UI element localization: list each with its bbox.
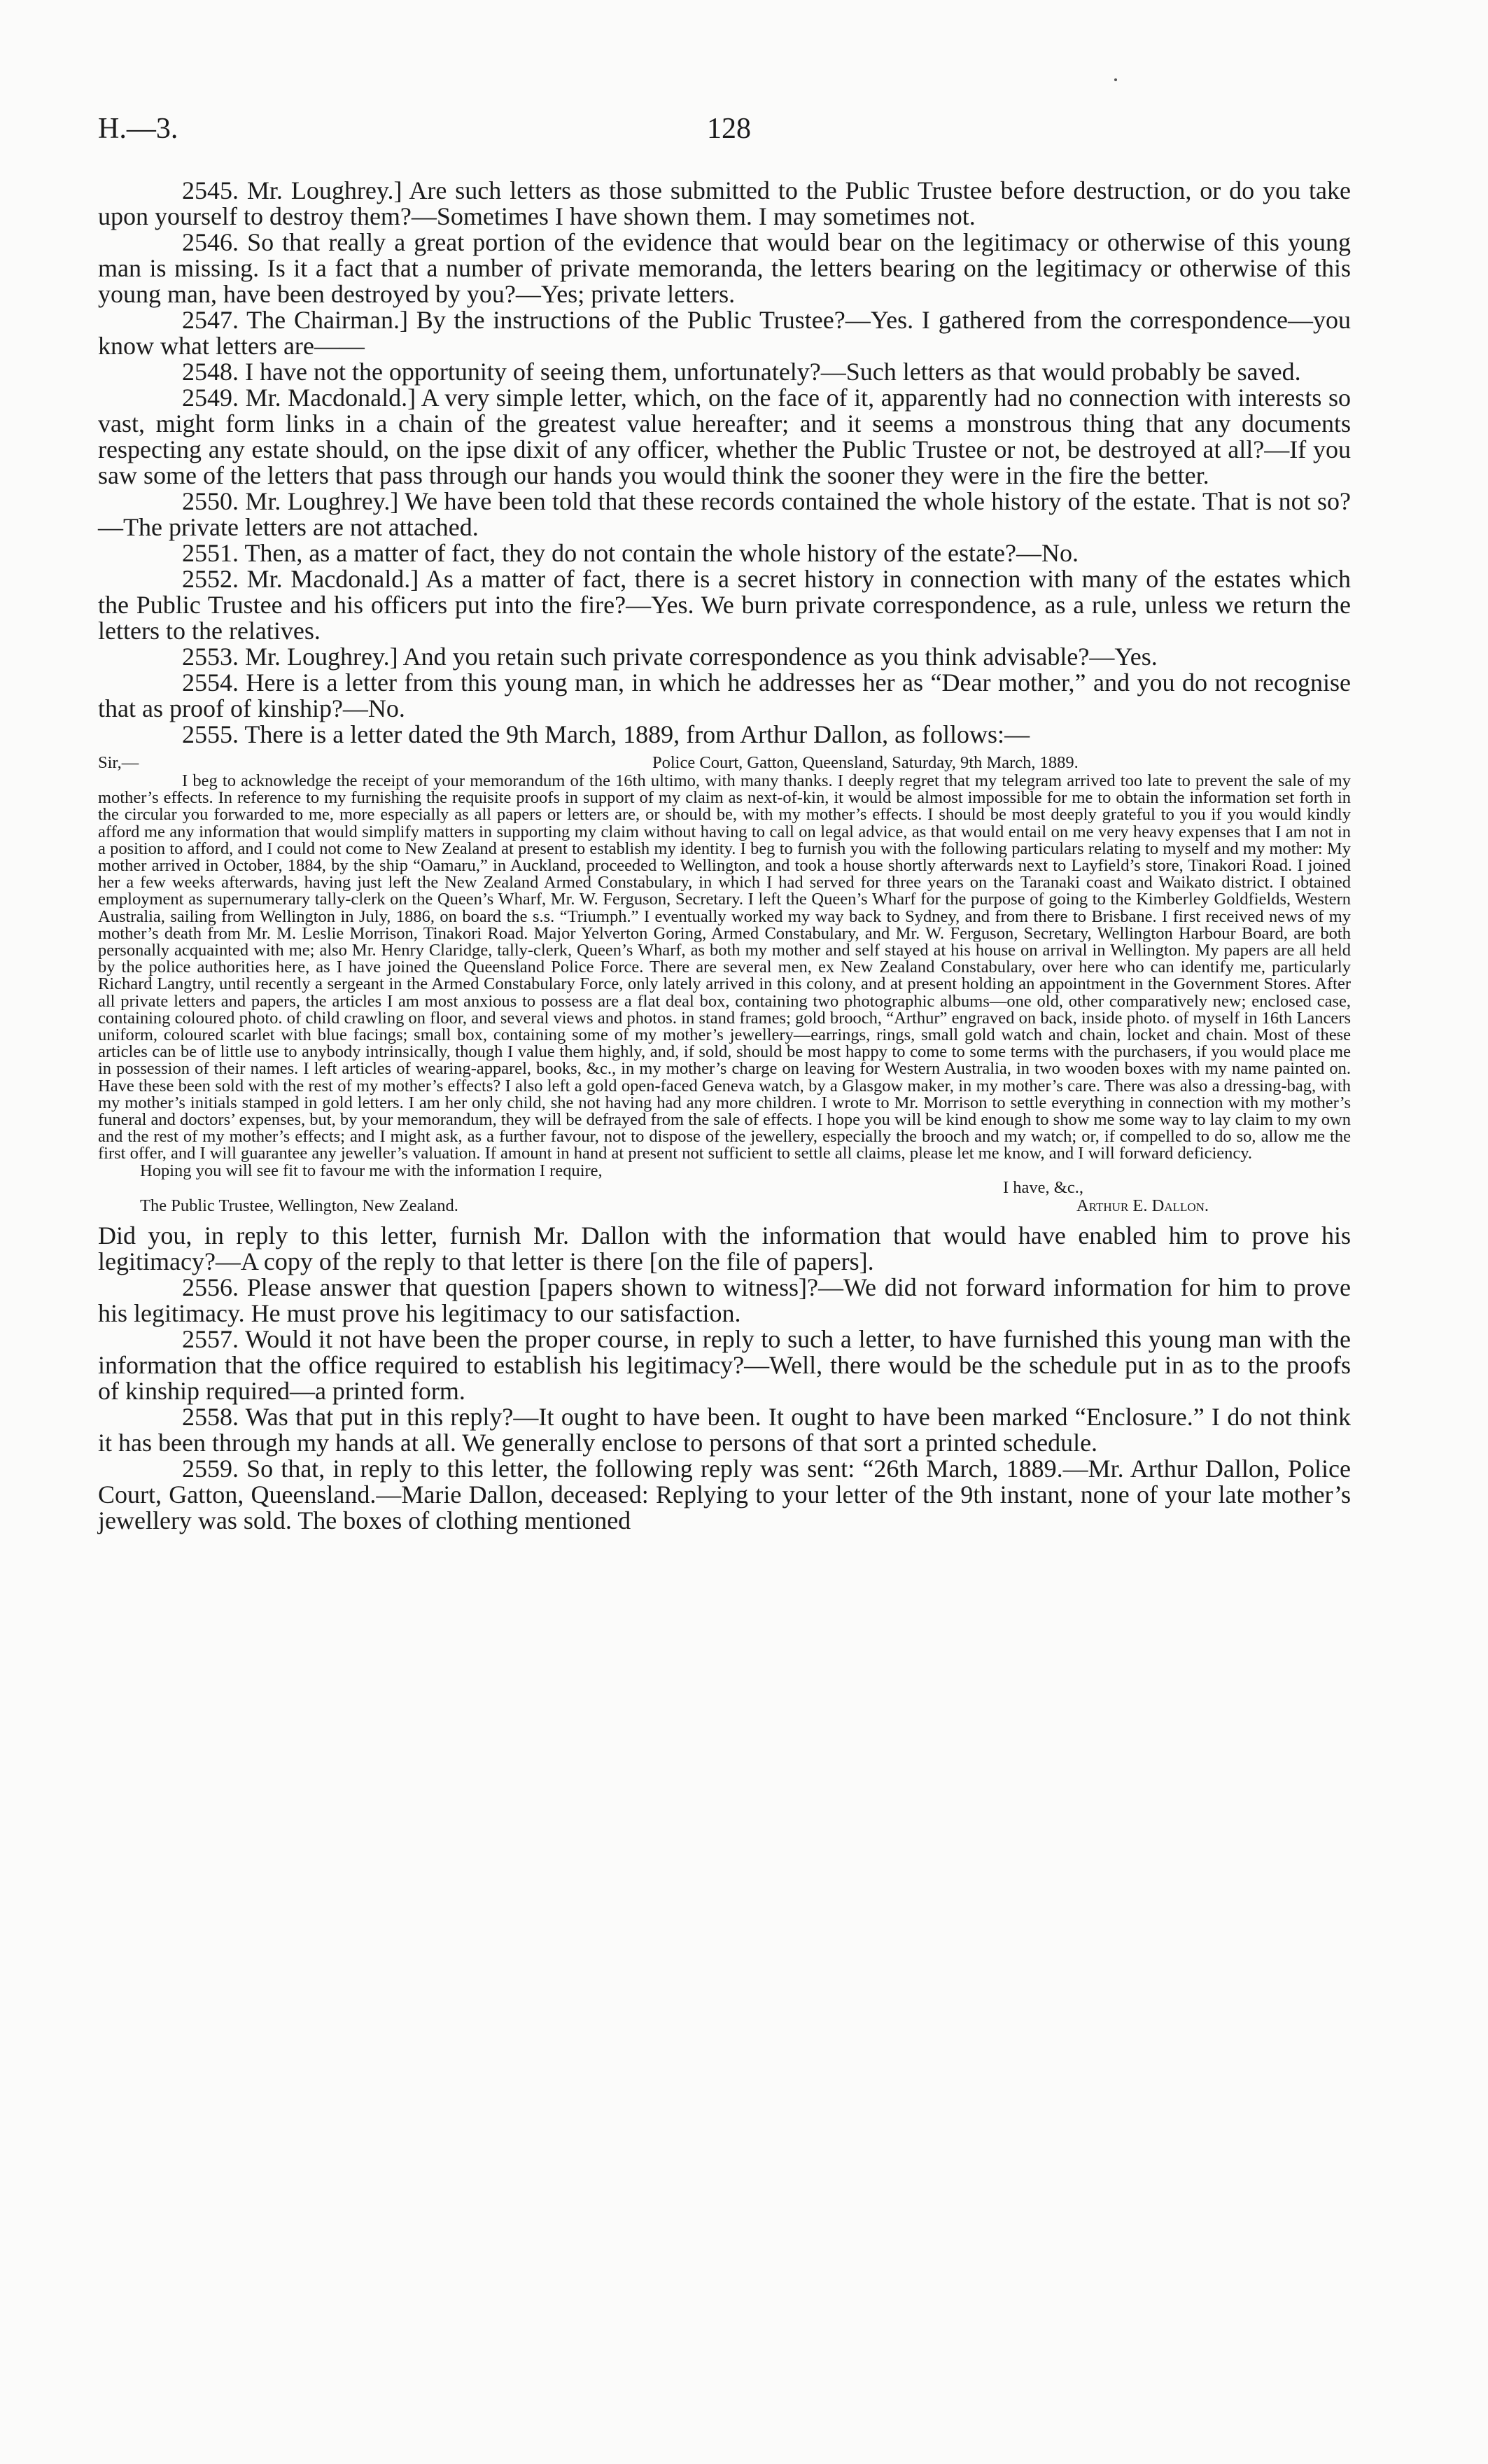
report-code: H.—3. xyxy=(98,113,178,145)
letter-closing: I have, &c., xyxy=(1003,1177,1083,1197)
page-number: 128 xyxy=(707,113,751,145)
speck-mark xyxy=(1114,78,1117,81)
letter-closing-row xyxy=(98,1177,1351,1198)
letter-body: I beg to acknowledge the receipt of your memorandum of the 16th ultimo, with many thanks. I deeply regret that my telegram arrived too late to prevent the sale of my mother’s effects. In reference to my furnishing the requisite proofs in support of my claim as next-of-kin, it would be almost impossible for me to obtain the information set forth in the circular you forwarded to me, more especially as all papers or letters are, or should be, with my mother’s effects. I should be most deeply grateful to you if you would kindly afford me any information that would simplify matters in supporting my claim without having to call on legal advice, as that would entail on me very heavy expenses that I am not in a position to afford, and I could not come to New Zealand at present to establish my identity. I beg to furnish you with the following particulars relating to myself and my mother: My mother arrived in October, 1884, by the ship “Oamaru,” in Auckland, proceeded to Wellington, and took a house shortly afterwards next to Layfield’s store, Tinakori Road. I joined her a few weeks afterwards, having just left the New Zealand Armed Constabulary, in which I had served for three years on the Taranaki coast and Waikato district. I obtained employment as supernumerary tally-clerk on the Queen’s Wharf, Mr. W. Ferguson, Secretary. I left the Queen’s Wharf for the purpose of going to the Kimberley Goldfields, Western Australia, sailing from Wellington in July, 1886, on board the s.s. “Triumph.” I eventually worked my way back to Sydney, and from there to Brisbane. I first received news of my mother’s death from Mr. M. Leslie Morrison, Tinakori Road. Major Yelverton Goring, Armed Constabulary, and Mr. W. Ferguson, Secretary, Wellington Harbour Board, are both personally acquainted with me; also Mr. Henry Claridge, tally-clerk, Queen’s Wharf, as both my mother and self stayed at his house on arrival in Wellington. My papers are all held by the police authorities here, as I have joined the Queensland Police Force. There are several men, ex New Zealand Constabulary, over here who can identify me, particularly Richard Langtry, until recently a sergeant in the Armed Constabulary Force, only lately arrived in this colony, and at present holding an appointment in the Government Stores. After all private letters and papers, the articles I am most anxious to possess are a flat deal box, containing two photographic albums—one old, other comparatively new; enclosed case, containing coloured photo. of child crawling on floor, and several views and photos. in stand frames; gold brooch, “Arthur” engraved on back, inside photo. of myself in 16th Lancers uniform, coloured scarlet with blue facings; small box, containing some of my mother’s jewellery—earrings, rings, small gold watch and chain, locket and chain. Most of these articles can be of little use to anybody intrinsically, though I value them highly, and, if sold, should be most happy to come to some terms with the purchasers, if you would place me in possession of their names. I left articles of wearing-apparel, books, &c., in my mother’s charge on leaving for Western Australia, in two wooden boxes with my name painted on. Have these been sold with the rest of my mother’s effects? I also left a gold open-faced Geneva watch, by a Glasgow maker, in my mother’s care. There was also a dressing-bag, with my mother’s initials stamped in gold letters. I am her only child, she not having had any more children. I wrote to Mr. Morrison to settle everything in connection with my mother’s funeral and doctors’ expenses, but, by your memorandum, they will be defrayed from the sale of effects. I hope you will be kind enough to show me some way to lay claim to my own and the rest of my mother’s effects; and I might ask, as a further favour, not to dispose of the jewellery, especially the brooch and my watch; or, if compelled to do so, allow me the first offer, and I will guarantee any jeweller’s valuation. If amount in hand at present not sufficient to settle all claims, please let me know, and I will forward deficiency. xyxy=(98,771,1351,1163)
paragraph-2545: 2545. Mr. Loughrey.] Are such letters as those submitted to the Public Trustee before destruction, or do you take upon yourself to destroy them?—Sometimes I have shown them. I may sometimes not. xyxy=(98,176,1351,230)
paragraph-2556: 2556. Please answer that question [papers shown to witness]?—We did not forward information for him to prove his legitimacy. He must prove his legitimacy to our satisfaction. xyxy=(98,1273,1351,1327)
letter-place-date: Police Court, Gatton, Queensland, Saturday, 9th March, 1889. xyxy=(652,753,1079,772)
letter-salutation: Sir,— xyxy=(98,753,139,772)
paragraph-2546: 2546. So that really a great portion of the evidence that would bear on the legitimacy or otherwise of this young man is missing. Is it a fact that a number of private memoranda, the letters bearing on the legitimacy or otherwise of this young man, have been destroyed by you?—Yes; private letters. xyxy=(98,228,1351,308)
paragraph-2559: 2559. So that, in reply to this letter, the following reply was sent: “26th March, 1889.—Mr. Arthur Dallon, Police Court, Gatton, Queensland.—Marie Dallon, deceased: Replying to your letter of the 9th instant, none of your late mother’s jewellery was sold. The boxes of clothing mentioned xyxy=(98,1454,1351,1534)
letter-hoping-line: Hoping you will see fit to favour me with the information I require, xyxy=(140,1161,603,1180)
letter-addressee: The Public Trustee, Wellington, New Zealand. xyxy=(140,1196,458,1215)
letter-signature-row xyxy=(98,1198,1351,1219)
paragraph-2550: 2550. Mr. Loughrey.] We have been told that these records contained the whole history of the estate. That is not so?—The private letters are not attached. xyxy=(98,487,1351,541)
paragraph-2555: 2555. There is a letter dated the 9th March, 1889, from Arthur Dallon, as follows:— xyxy=(182,720,1030,748)
paragraph-2552: 2552. Mr. Macdonald.] As a matter of fact, there is a secret history in connection with many of the estates which the Public Trustee and his officers put into the fire?—Yes. We burn private correspondence, as a rule, unless we return the letters to the relatives. xyxy=(98,565,1351,645)
paragraph-2551: 2551. Then, as a matter of fact, they do not contain the whole history of the estate?—No. xyxy=(182,539,1079,567)
letter-heading xyxy=(98,755,1351,773)
paragraph-2555-continued: Did you, in reply to this letter, furnish Mr. Dallon with the information that would have enabled him to prove his legitimacy?—A copy of the reply to that letter is there [on the file of papers]. xyxy=(98,1221,1351,1275)
quoted-letter xyxy=(98,755,1351,1219)
paragraph-2548: 2548. I have not the opportunity of seeing them, unfortunately?—Such letters as that would probably be saved. xyxy=(182,358,1301,386)
page-header xyxy=(98,112,1358,154)
page-body xyxy=(98,178,1351,1534)
paragraph-2558: 2558. Was that put in this reply?—It ought to have been. It ought to have been marked “Enclosure.” I do not think it has been through my hands at all. We generally enclose to persons of that sort a printed schedule. xyxy=(98,1402,1351,1457)
paragraph-2547: 2547. The Chairman.] By the instructions of the Public Trustee?—Yes. I gathered from the correspondence—you know what letters are—— xyxy=(98,306,1351,360)
paragraph-2554: 2554. Here is a letter from this young man, in which he addresses her as “Dear mother,” and you do not recognise that as proof of kinship?—No. xyxy=(98,668,1351,722)
paragraph-2557: 2557. Would it not have been the proper course, in reply to such a letter, to have furnished this young man with the information that the office required to establish his legitimacy?—Well, there would be the schedule put in as to the proofs of kinship required—a printed form. xyxy=(98,1324,1351,1405)
paragraph-2553: 2553. Mr. Loughrey.] And you retain such private correspondence as you think advisable?—Yes. xyxy=(182,643,1158,671)
paragraph-2549: 2549. Mr. Macdonald.] A very simple letter, which, on the face of it, apparently had no connection with interests so vast, might form links in a chain of the greatest value hereafter; and it seems a monstrous thing that any documents respecting any estate should, on the ipse dixit of any officer, whether the Public Trustee or not, be destroyed at all?—If you saw some of the letters that pass through our hands you would think the sooner they were in the fire the better. xyxy=(98,384,1351,489)
letter-signature: Arthur E. Dallon. xyxy=(1076,1196,1209,1215)
